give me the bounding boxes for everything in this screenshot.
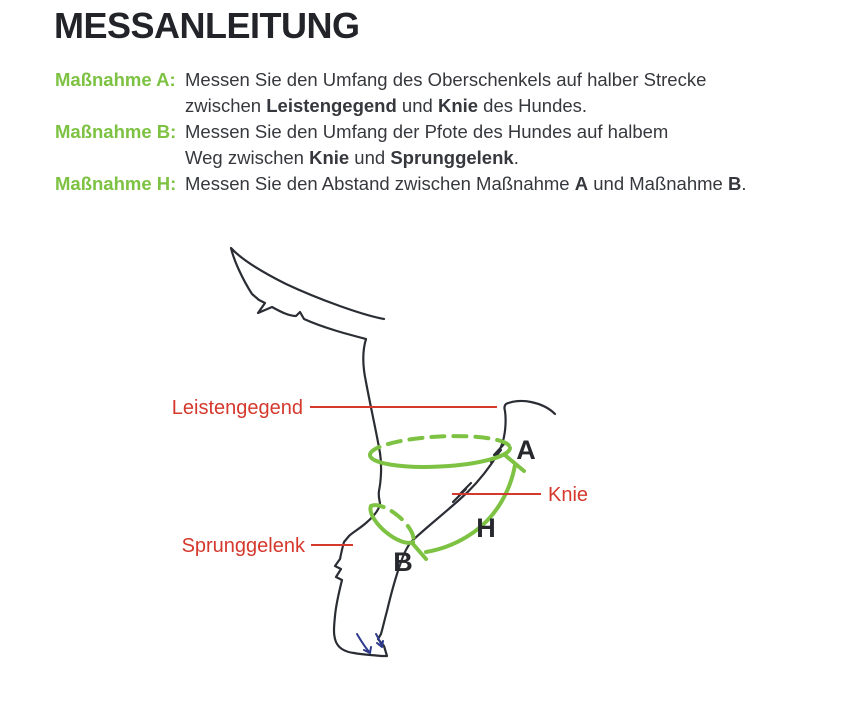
measure-h-cap-bottom — [413, 544, 426, 559]
instruction-segment: zwischen — [185, 95, 267, 116]
instruction-segment: . — [741, 173, 747, 194]
instruction-segment: und — [349, 147, 391, 168]
marker-letter-b: B — [393, 547, 413, 577]
instruction-segment: und Maßnahme — [588, 173, 728, 194]
instruction-label-h: Maßnahme H: — [55, 173, 177, 194]
instruction-segment: . — [513, 147, 519, 168]
instruction-segment: Messen Sie den Abstand zwischen Maßnahme — [185, 173, 575, 194]
paw-toe-mark-left — [357, 634, 371, 653]
instruction-segment: B — [727, 173, 742, 194]
instruction-segment: Leistengegend — [266, 95, 397, 116]
instruction-segment: des Hundes. — [478, 95, 588, 116]
instruction-segment: Sprunggelenk — [390, 147, 514, 168]
instruction-segment: Weg zwischen — [185, 147, 310, 168]
page-title: MESSANLEITUNG — [54, 5, 360, 46]
measure-a-ellipse-solid — [370, 448, 510, 467]
instruction-label-b: Maßnahme B: — [55, 121, 177, 142]
groin-label: Leistengegend — [171, 397, 303, 419]
instruction-label-a: Maßnahme A: — [55, 69, 176, 90]
instruction-segment: Knie — [437, 95, 479, 116]
measure-a-ellipse-dashed — [370, 436, 510, 455]
knee-label: Knie — [548, 484, 589, 506]
instruction-segment: Messen Sie den Umfang der Pfote des Hundes auf halbem — [185, 121, 669, 142]
marker-letter-a: A — [516, 435, 536, 465]
marker-letter-h: H — [476, 513, 496, 543]
instruction-segment: Messen Sie den Umfang des Oberschenkels auf halber Strecke — [185, 69, 707, 90]
instruction-segment: A — [574, 173, 589, 194]
instruction-segment: Knie — [309, 147, 350, 168]
measure-h-arc — [426, 465, 515, 552]
instruction-segment: und — [396, 95, 438, 116]
hock-label: Sprunggelenk — [181, 535, 305, 557]
